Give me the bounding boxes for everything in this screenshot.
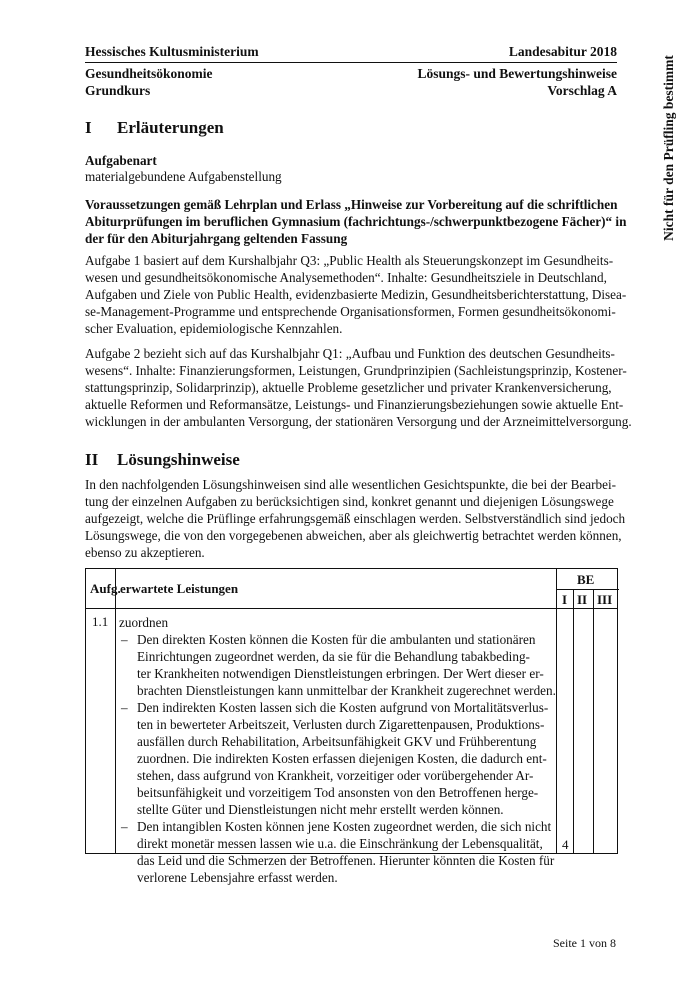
text-line: scher Evaluation, epidemiologische Kennzahlen. [85, 321, 343, 336]
table-column-divider [115, 569, 116, 853]
text-line: Aufgabe 2 bezieht sich auf das Kurshalbjahr Q1: „Aufbau und Funktion des deutschen Gesundheits- [85, 346, 615, 361]
text-line: Aufgaben und Ziele von Public Health, evidenzbasierte Medizin, Gesundheitsberichterstattung, Disea- [85, 287, 627, 302]
table-header-task: Aufg. [90, 581, 121, 596]
table-header-level-i: I [562, 592, 568, 607]
table-header-divider [86, 608, 617, 609]
subject-name: Gesundheitsökonomie [85, 66, 213, 81]
task-type-label: Aufgabenart [85, 153, 157, 168]
section-1-number: I [85, 118, 92, 137]
text-line: ausfällen durch Rehabilitation, Arbeitsunfähigkeit GKV und Frühberentung [137, 734, 537, 749]
header-divider [85, 62, 617, 63]
text-line: aktuelle Reformen und Reformansätze, Leistungs- und Finanzierungsbeziehungen sowie aktuelle Ent- [85, 397, 624, 412]
page-number: Seite 1 von 8 [553, 936, 616, 950]
table-header-be: BE [577, 572, 595, 587]
text-line: zuordnen. Die indirekten Kosten erfassen diejenigen Kosten, die dadurch ent- [137, 751, 547, 766]
task-type-value: materialgebundene Aufgabenstellung [85, 169, 282, 184]
table-row-expected-content [119, 614, 559, 886]
table-header-level-ii: II [577, 592, 588, 607]
document-type: Lösungs- und Bewertungshinweise [417, 66, 617, 81]
text-line: stattungsprinzip, Solidarprinzip), aktuelle Probleme gesetzlicher und privater Krankenversicherung, [85, 380, 612, 395]
bullet-item: – Den indirekten Kosten lassen sich die Kosten aufgrund von Mortalitätsverlus- ten in bewerteter Arbeitszeit, Verlusten durch Zigarettenpausen, Produktions- ausfällen durch Rehabilitation, Arbeitsunfähigkeit GKV und Frühberentung zuordnen. Die indirekten Kosten erfassen diejenigen Kosten, die dadurch ent- stehen, dass aufgrund von Krankheit, vorzeitiger oder vorübergehender Ar- beitsunfähigkeit und vorzeitigem Tod ansonsten von den Betroffenen herge- stellte Güter und Dienstleistungen nicht mehr erstellt werden können. [119, 699, 559, 818]
text-line: aufgezeigt, welche die Prüflinge erfahrungsgemäß einschlagen werden. Selbstverständlich sind jedoch [85, 511, 626, 526]
text-line: Den direkten Kosten können die Kosten für die ambulanten und stationären [137, 632, 536, 647]
text-line: tung der einzelnen Aufgaben zu berücksichtigen sind, konkret genannt und diejenigen Lösungswege [85, 494, 614, 509]
text-line: Den indirekten Kosten lassen sich die Kosten aufgrund von Mortalitätsverlus- [137, 700, 549, 715]
solutions-intro-paragraph [85, 476, 626, 561]
exam-name: Landesabitur 2018 [508, 44, 617, 59]
text-line: In den nachfolgenden Lösungshinweisen sind alle wesentlichen Gesichtspunkte, die bei der Bearbei- [85, 477, 617, 492]
header-line-2 [85, 66, 617, 84]
operator-text: zuordnen [119, 615, 169, 630]
task-1-paragraph [85, 252, 627, 337]
section-2-number: II [85, 450, 99, 469]
table-header-expected: erwartete Leistungen [120, 581, 239, 596]
table-header-level-iii: III [597, 592, 613, 607]
table-column-divider [573, 589, 574, 853]
text-line: Lösungswege, die von den vorgegebenen abweichen, aber als gleichwertig betrachtet werden können, [85, 528, 622, 543]
text-line: wesens“. Inhalte: Finanzierungsformen, Leistungen, Grundprinzipien (Sachleistungsprinzip, Kostener- [85, 363, 627, 378]
section-1-title: Erläuterungen [117, 118, 224, 137]
ministry-name: Hessisches Kultusministerium [85, 44, 259, 59]
text-line: ten in bewerteter Arbeitszeit, Verlusten durch Zigarettenpausen, Produktions- [137, 717, 545, 732]
text-line: wesen und gesundheitsökonomische Analysemethoden“. Inhalte: Gesundheitsziele in Deutschland, [85, 270, 607, 285]
header-line-3 [85, 83, 617, 101]
text-line: ter Krankheiten notwendigen Dienstleistungen erbringen. Der Wert dieser er- [137, 666, 544, 681]
table-row-task-number: 1.1 [92, 614, 109, 629]
text-line: verlorene Lebensjahre erfasst werden. [137, 870, 338, 885]
text-line: Einrichtungen zugeordnet werden, da sie für die Behandlung tabakbeding- [137, 649, 530, 664]
side-note: Nicht für den Prüfling bestimmt [661, 55, 676, 241]
task-2-paragraph [85, 345, 632, 430]
text-line: beitsunfähigkeit und vorzeitigem Tod ansonsten von den Betroffenen herge- [137, 785, 539, 800]
text-line: Aufgabe 1 basiert auf dem Kurshalbjahr Q3: „Public Health als Steuerungskonzept im Gesundheits- [85, 253, 614, 268]
table-row-be-level-i: 4 [562, 837, 569, 852]
text-line: brachten Dienstleistungen kann unmittelbar der Krankheit zugerechnet werden. [137, 683, 556, 698]
text-line: se-Management-Programme und entsprechende Organisationsformen, Formen gesundheitsökonomi- [85, 304, 616, 319]
proposal-label: Vorschlag A [547, 83, 617, 98]
section-2-title: Lösungshinweise [117, 450, 240, 469]
text-line: Abiturprüfungen im beruflichen Gymnasium (fachrichtungs-/schwerpunktbezogene Fächer)“ in [85, 214, 627, 229]
text-line: der für den Abiturjahrgang geltenden Fassung [85, 231, 348, 246]
text-line: direkt monetär messen lassen wie u.a. die Einschränkung der Lebensqualität, [137, 836, 543, 851]
bullet-item: – Den direkten Kosten können die Kosten für die ambulanten und stationären Einrichtungen zugeordnet werden, da sie für die Behandlung tabakbeding- ter Krankheiten notwendigen Dienstleistungen erbringen. Der Wert dieser er- brachten Dienstleistungen kann unmittelbar der Krankheit zugerechnet werden. [119, 631, 559, 699]
text-line: das Leid und die Schmerzen der Betroffenen. Hierunter könnten die Kosten für [137, 853, 555, 868]
table-column-divider [593, 589, 594, 853]
text-line: Voraussetzungen gemäß Lehrplan und Erlass „Hinweise zur Vorbereitung auf die schriftlichen [85, 197, 618, 212]
text-line: stellte Güter und Dienstleistungen nicht mehr erstellt werden können. [137, 802, 504, 817]
bullet-item: – Den intangiblen Kosten können jene Kosten zugeordnet werden, die sich nicht direkt monetär messen lassen wie u.a. die Einschränkung der Lebensqualität, das Leid und die Schmerzen der Betroffenen. Hierunter könnten die Kosten für verlorene Lebensjahre erfasst werden. [119, 818, 559, 886]
text-line: wicklungen in der ambulanten Versorgung, der stationären Versorgung und der Arzneimittelversorgung. [85, 414, 632, 429]
text-line: stehen, dass aufgrund von Krankheit, vorzeitiger oder vorübergehender Ar- [137, 768, 534, 783]
text-line: Den intangiblen Kosten können jene Kosten zugeordnet werden, die sich nicht [137, 819, 552, 834]
table-be-divider [556, 589, 619, 590]
prerequisites-paragraph [85, 196, 627, 247]
course-name: Grundkurs [85, 83, 151, 98]
header-line-1 [85, 44, 617, 62]
text-line: ebenso zu akzeptieren. [85, 545, 205, 560]
